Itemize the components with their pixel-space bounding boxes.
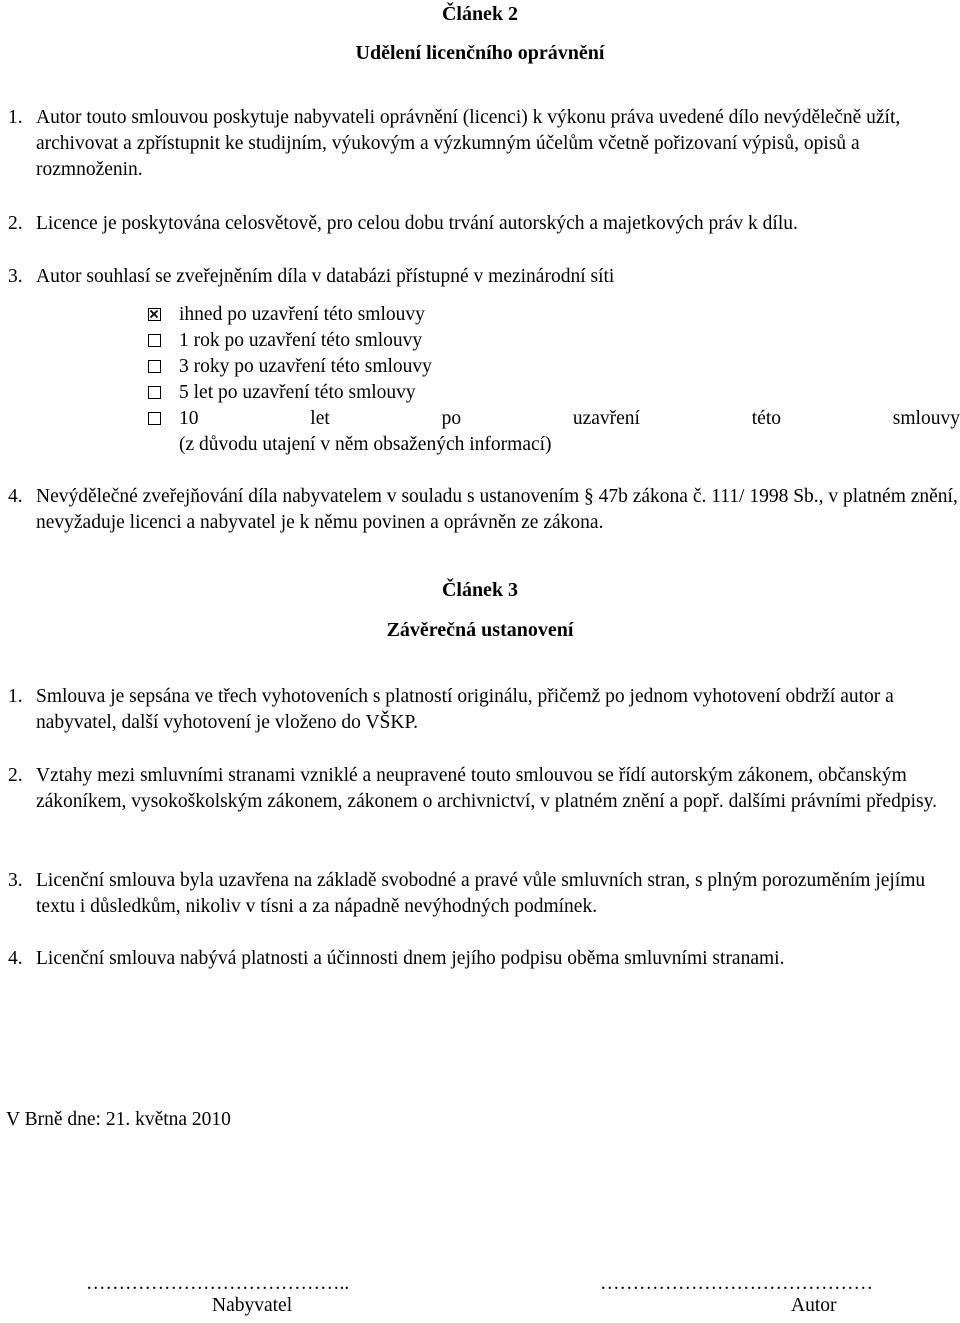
- article3-title: Článek 3: [441, 579, 519, 601]
- item-number: 4.: [8, 486, 23, 507]
- item-number: 4.: [8, 948, 23, 969]
- option-word: uzavření: [572, 408, 640, 429]
- option-label: 3 roky po uzavření této smlouvy: [179, 356, 432, 377]
- item-number: 2.: [8, 213, 23, 234]
- article3-item-4: [8, 946, 960, 972]
- option-note: (z důvodu utajení v něm obsažených informací): [179, 434, 552, 455]
- option-label: 1 rok po uzavření této smlouvy: [179, 330, 423, 351]
- option-5-years[interactable]: [148, 380, 960, 406]
- signature-line-left: …………………………………..: [86, 1273, 350, 1294]
- item-text: Licenční smlouva byla uzavřena na základě svobodné a pravé vůle smluvních stran, s plným porozuměním jejímu textu i důsledkům, nikoliv v tísni a za nápadně nevýhodných podmínek.: [36, 870, 926, 917]
- option-word: smlouvy: [892, 408, 960, 429]
- article2-item-2: [8, 211, 960, 237]
- article2-item-3: [8, 264, 960, 290]
- item-number: 2.: [8, 765, 23, 786]
- article3-item-2: [8, 763, 960, 815]
- checkbox[interactable]: [148, 386, 161, 399]
- option-label: ihned po uzavření této smlouvy: [179, 304, 425, 325]
- article3-item-3: [8, 868, 960, 920]
- option-immediately[interactable]: [148, 302, 960, 328]
- item-text: Nevýdělečné zveřejňování díla nabyvatelem v souladu s ustanovením § 47b zákona č. 111/ 1998 Sb., v platném znění, nevyžaduje licenci a nabyvatel je k němu povinen a oprávněn ze zákona.: [36, 486, 958, 533]
- article3-subtitle: Závěrečná ustanovení: [386, 619, 574, 641]
- article2-item-1: [8, 105, 960, 183]
- option-3-years[interactable]: [148, 354, 960, 380]
- option-word: této: [751, 408, 782, 429]
- option-word: po: [441, 408, 462, 429]
- option-label: 5 let po uzavření této smlouvy: [179, 382, 416, 403]
- checkbox[interactable]: [148, 412, 161, 425]
- option-note-row: [148, 432, 960, 458]
- item-number: 1.: [8, 107, 23, 128]
- item-text: Vztahy mezi smluvními stranami vzniklé a neupravené touto smlouvou se řídí autorským zákonem, občanským zákoníkem, vysokoškolským zákonem, zákonem o archivnictví, v platném znění a popř. dalšími právními předpisy.: [36, 765, 937, 812]
- option-word: 10: [179, 408, 199, 429]
- option-10-years[interactable]: [148, 406, 960, 432]
- article3-item-1: [8, 684, 960, 736]
- article2-subtitle: Udělení licenčního oprávnění: [355, 42, 605, 64]
- option-word: let: [310, 408, 330, 429]
- signature-label-right: Autor: [791, 1295, 837, 1316]
- item-number: 1.: [8, 686, 23, 707]
- article2-item-4: [8, 484, 960, 536]
- item-number: 3.: [8, 266, 23, 287]
- checkbox-checked[interactable]: [148, 308, 161, 321]
- checkbox[interactable]: [148, 334, 161, 347]
- check-x-icon: [149, 309, 159, 319]
- signature-label-left: Nabyvatel: [212, 1295, 293, 1316]
- checkbox[interactable]: [148, 360, 161, 373]
- item-text: Licenční smlouva nabývá platnosti a účinnosti dnem jejího podpisu oběma smluvními stranami.: [36, 948, 785, 969]
- publication-options: [148, 302, 960, 458]
- option-label: [179, 406, 960, 432]
- option-1-year[interactable]: [148, 328, 960, 354]
- item-text: Licence je poskytována celosvětově, pro celou dobu trvání autorských a majetkových práv k dílu.: [36, 213, 798, 234]
- item-number: 3.: [8, 870, 23, 891]
- place-date: V Brně dne: 21. května 2010: [6, 1109, 231, 1130]
- article2-title: Článek 2: [441, 3, 519, 25]
- item-text: Autor souhlasí se zveřejněním díla v databázi přístupné v mezinárodní síti: [36, 266, 615, 287]
- item-text: Smlouva je sepsána ve třech vyhotoveních s platností originálu, přičemž po jednom vyhotovení obdrží autor a nabyvatel, další vyhotovení je vloženo do VŠKP.: [36, 686, 894, 733]
- item-text: Autor touto smlouvou poskytuje nabyvateli oprávnění (licenci) k výkonu práva uvedené dílo nevýdělečně užít, archivovat a zpřístupnit ke studijním, výukovým a výzkumným účelům včetně pořizovaní výpisů, opisů a rozmnoženin.: [36, 107, 901, 180]
- signature-line-right: ……………………………………: [600, 1273, 873, 1294]
